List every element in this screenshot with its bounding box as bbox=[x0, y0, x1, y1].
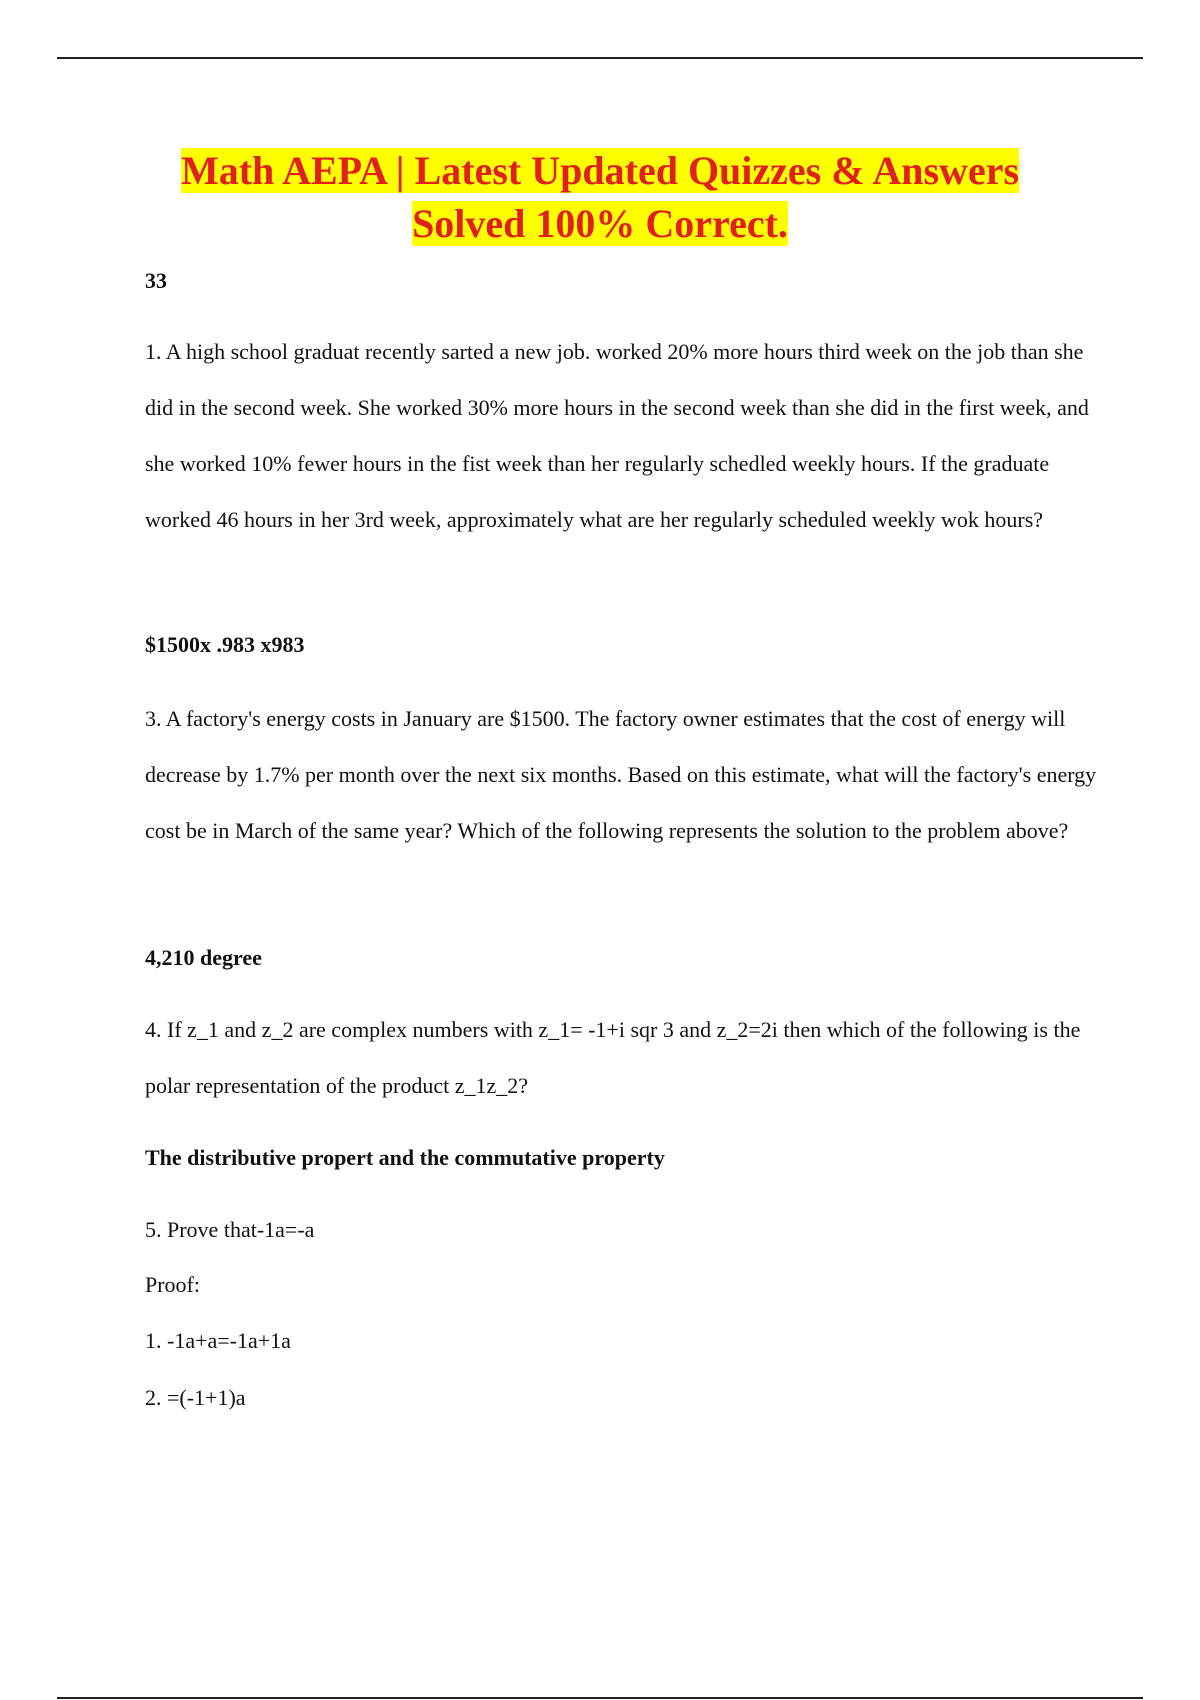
answer-3: 4,210 degree bbox=[145, 945, 262, 970]
question-5-block bbox=[145, 1215, 1105, 1245]
document-title bbox=[57, 144, 1143, 250]
number-label: 33 bbox=[145, 268, 167, 293]
title-line-2: Solved 100% Correct. bbox=[412, 201, 788, 246]
question-3-block bbox=[145, 691, 1105, 859]
proof-label: Proof: bbox=[145, 1272, 200, 1297]
question-4-block bbox=[145, 1002, 1105, 1114]
question-5: 5. Prove that-1a=-a bbox=[145, 1217, 315, 1242]
proof-label-block bbox=[145, 1270, 1105, 1300]
proof-step-2-block bbox=[145, 1383, 1105, 1413]
question-3: 3. A factory's energy costs in January are $1500. The factory owner estimates that the cost of energy will decrease by 1.7% per month over the next six months. Based on this estimate, what will the factory's energy cost be in March of the same year? Which of the following represents the solution to the problem above? bbox=[145, 706, 1097, 843]
question-1-block bbox=[145, 324, 1105, 548]
top-rule bbox=[57, 57, 1143, 59]
proof-step-1: 1. -1a+a=-1a+1a bbox=[145, 1328, 291, 1353]
proof-step-2: 2. =(-1+1)a bbox=[145, 1385, 246, 1410]
title-line-1: Math AEPA | Latest Updated Quizzes & Answers bbox=[180, 148, 1020, 193]
answer-3-block bbox=[145, 943, 1105, 973]
number-label-block bbox=[145, 266, 1105, 296]
answer-4-block bbox=[145, 1143, 1105, 1173]
question-4: 4. If z_1 and z_2 are complex numbers with z_1= -1+i sqr 3 and z_2=2i then which of the following is the polar representation of the product z_1z_2? bbox=[145, 1017, 1081, 1098]
question-1: 1. A high school graduat recently sarted a new job. worked 20% more hours third week on the job than she did in the second week. She worked 30% more hours in the second week than she did in the first week, and she worked 10% fewer hours in the fist week than her regularly schedled weekly hours. If the graduate worked 46 hours in her 3rd week, approximately what are her regularly scheduled weekly wok hours? bbox=[145, 339, 1089, 532]
answer-1: $1500x .983 x983 bbox=[145, 632, 305, 657]
answer-1-block bbox=[145, 630, 1105, 660]
bottom-rule bbox=[57, 1697, 1143, 1699]
answer-4: The distributive propert and the commutative property bbox=[145, 1145, 665, 1170]
proof-step-1-block bbox=[145, 1326, 1105, 1356]
